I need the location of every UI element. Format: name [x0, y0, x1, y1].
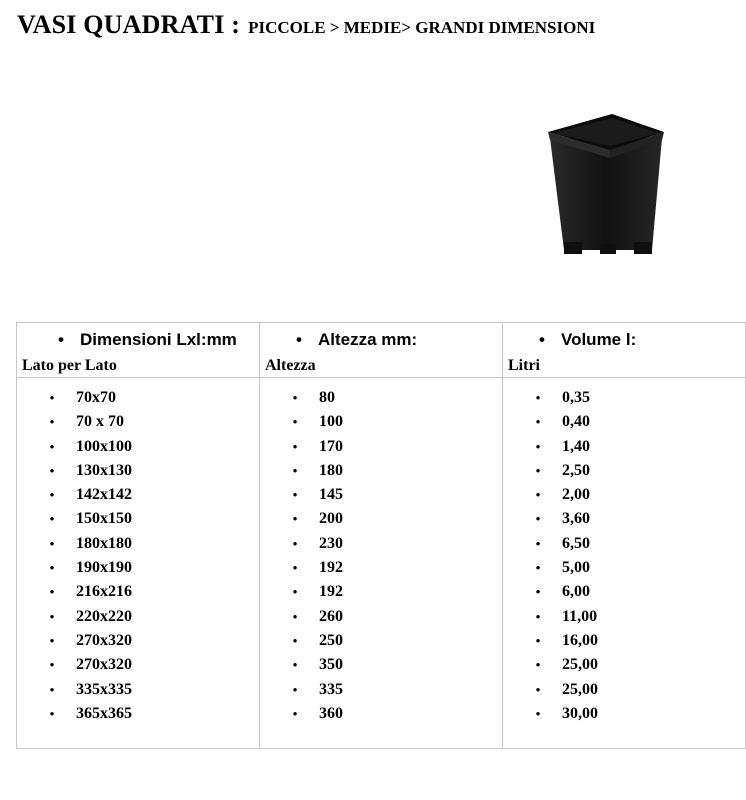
list-item-value: 2,00: [562, 486, 590, 504]
list-item: [503, 410, 745, 434]
bullet-icon: •: [292, 681, 298, 697]
list-item: [260, 605, 502, 629]
bullet-icon: •: [535, 705, 541, 721]
list-item: [503, 653, 745, 677]
list-item: [17, 483, 259, 507]
bullet-icon: •: [292, 560, 298, 576]
list-item: [17, 410, 259, 434]
list-item-value: 80: [319, 389, 335, 406]
list-item: [260, 507, 502, 531]
list-item-value: 0,40: [562, 413, 590, 431]
column-dimensioni: [17, 378, 260, 749]
bullet-icon: •: [535, 584, 541, 600]
header-volume-label: Volume l:: [561, 330, 637, 349]
list-item: [503, 580, 745, 604]
bullet-icon: •: [535, 632, 541, 648]
list-item-value: 200: [319, 510, 343, 528]
bullet-icon: •: [49, 390, 55, 405]
bullet-icon: •: [535, 462, 541, 478]
list-item-value: 360: [319, 704, 343, 722]
subheader-volume: Litri: [508, 357, 540, 374]
list-item: [503, 605, 745, 629]
list-item: [17, 435, 259, 459]
column-volume: [503, 378, 746, 749]
list-item: [503, 386, 745, 410]
bullet-icon: •: [292, 584, 298, 600]
list-item-value: 3,60: [562, 510, 590, 528]
bullet-icon: •: [292, 414, 298, 430]
list-item-value: 16,00: [562, 631, 598, 649]
bullet-icon: •: [535, 414, 541, 430]
list-item-value: 335: [319, 680, 343, 698]
list-item: [260, 386, 502, 410]
list-dimensioni: [17, 378, 259, 726]
list-item-value: 180: [319, 461, 343, 479]
list-volume: [503, 378, 745, 726]
list-item-value: 142x142: [76, 486, 132, 504]
list-item: [260, 702, 502, 726]
list-item-value: 150x150: [76, 510, 132, 528]
list-item: [260, 532, 502, 556]
list-item: [260, 580, 502, 604]
bullet-icon: •: [535, 511, 541, 527]
list-item-value: 335x335: [76, 680, 132, 698]
bullet-icon: •: [49, 705, 55, 721]
bullet-icon: •: [58, 330, 64, 349]
bullet-icon: •: [535, 681, 541, 697]
list-item-value: 2,50: [562, 461, 590, 479]
list-item-value: 6,50: [562, 534, 590, 552]
subheader-altezza: Altezza: [265, 357, 316, 374]
spec-table: [16, 322, 746, 749]
list-item: [260, 678, 502, 702]
column-header-dimensioni: [17, 323, 260, 378]
list-item-value: 220x220: [76, 607, 132, 625]
list-item-value: 5,00: [562, 559, 590, 577]
header-altezza-label: Altezza mm:: [318, 330, 418, 349]
bullet-icon: •: [292, 608, 298, 624]
list-item-value: 70x70: [76, 389, 116, 406]
bullet-icon: •: [292, 535, 298, 551]
bullet-icon: •: [292, 438, 298, 454]
list-item-value: 11,00: [562, 607, 598, 625]
list-item-value: 130x130: [76, 461, 132, 479]
bullet-icon: •: [49, 414, 55, 430]
list-item: [17, 532, 259, 556]
list-item: [17, 459, 259, 483]
list-item: [17, 507, 259, 531]
bullet-icon: •: [292, 487, 298, 503]
bullet-icon: •: [535, 390, 541, 405]
list-item-value: 25,00: [562, 656, 598, 674]
list-item-value: 25,00: [562, 680, 598, 698]
list-item-value: 230: [319, 534, 343, 552]
bullet-icon: •: [49, 657, 55, 673]
bullet-icon: •: [49, 681, 55, 697]
page-title: [17, 6, 595, 44]
list-item-value: 100: [319, 413, 343, 431]
list-item: [503, 435, 745, 459]
list-item-value: 250: [319, 631, 343, 649]
list-item-value: 70 x 70: [76, 413, 124, 431]
column-altezza: [260, 378, 503, 749]
list-item: [17, 653, 259, 677]
list-item: [503, 556, 745, 580]
bullet-icon: •: [535, 535, 541, 551]
list-item: [17, 386, 259, 410]
list-item-value: 270x320: [76, 656, 132, 674]
bullet-icon: •: [292, 511, 298, 527]
list-item-value: 100x100: [76, 437, 132, 455]
list-item-value: 192: [319, 559, 343, 577]
list-item: [260, 653, 502, 677]
list-item: [17, 580, 259, 604]
bullet-icon: •: [292, 632, 298, 648]
list-item-value: 170: [319, 437, 343, 455]
list-item: [503, 532, 745, 556]
bullet-icon: •: [49, 438, 55, 454]
list-item: [17, 678, 259, 702]
list-item: [17, 629, 259, 653]
list-item-value: 190x190: [76, 559, 132, 577]
bullet-icon: •: [535, 560, 541, 576]
bullet-icon: •: [49, 462, 55, 478]
bullet-icon: •: [292, 657, 298, 673]
bullet-icon: •: [49, 560, 55, 576]
list-item-value: 192: [319, 583, 343, 601]
bullet-icon: •: [49, 632, 55, 648]
square-pot-icon: [540, 110, 670, 266]
bullet-icon: •: [49, 511, 55, 527]
subheader-dimensioni: Lato per Lato: [22, 357, 117, 374]
bullet-icon: •: [296, 330, 302, 349]
list-item: [503, 507, 745, 531]
list-item: [260, 629, 502, 653]
bullet-icon: •: [49, 584, 55, 600]
list-item: [260, 483, 502, 507]
list-item: [503, 702, 745, 726]
bullet-icon: •: [539, 330, 545, 349]
bullet-icon: •: [292, 462, 298, 478]
list-item-value: 0,35: [562, 389, 590, 406]
list-item-value: 365x365: [76, 704, 132, 722]
bullet-icon: •: [49, 608, 55, 624]
list-item: [260, 435, 502, 459]
bullet-icon: •: [535, 438, 541, 454]
list-item-value: 30,00: [562, 704, 598, 722]
list-item: [503, 629, 745, 653]
bullet-icon: •: [49, 487, 55, 503]
list-item-value: 1,40: [562, 437, 590, 455]
list-item: [260, 410, 502, 434]
list-altezza: [260, 378, 502, 726]
list-item: [17, 702, 259, 726]
list-item-value: 350: [319, 656, 343, 674]
bullet-icon: •: [535, 487, 541, 503]
header-dimensioni-label: Dimensioni Lxl:mm: [80, 330, 237, 349]
column-header-altezza: [260, 323, 503, 378]
bullet-icon: •: [292, 705, 298, 721]
list-item: [503, 678, 745, 702]
list-item-value: 260: [319, 607, 343, 625]
column-header-volume: [503, 323, 746, 378]
list-item: [503, 483, 745, 507]
list-item: [260, 556, 502, 580]
bullet-icon: •: [535, 608, 541, 624]
list-item-value: 145: [319, 486, 343, 504]
list-item-value: 216x216: [76, 583, 132, 601]
list-item: [17, 556, 259, 580]
bullet-icon: •: [535, 657, 541, 673]
bullet-icon: •: [49, 535, 55, 551]
title-main: VASI QUADRATI :: [17, 10, 241, 39]
list-item: [260, 459, 502, 483]
bullet-icon: •: [292, 390, 298, 405]
title-subtitle: PICCOLE > MEDIE> GRANDI DIMENSIONI: [248, 18, 596, 37]
list-item-value: 6,00: [562, 583, 590, 601]
list-item-value: 270x320: [76, 631, 132, 649]
list-item-value: 180x180: [76, 534, 132, 552]
list-item: [503, 459, 745, 483]
list-item: [17, 605, 259, 629]
